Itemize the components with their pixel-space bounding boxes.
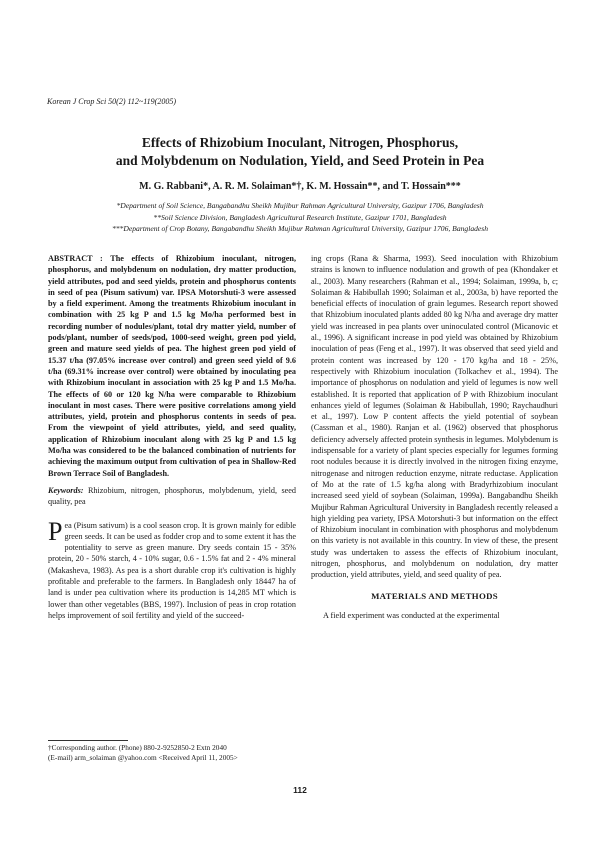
footnote-line-2: (E-mail) arm_solaiman @yahoo.com <Received April 11, 2005> (48, 753, 238, 762)
section-heading: MATERIALS AND METHODS (371, 590, 498, 601)
keywords-label: Keywords: (48, 485, 84, 495)
page-number: 112 (293, 785, 307, 795)
affiliation-3: ***Department of Crop Botany, Bangabandhu Sheikh Mujibur Rahman Agricultural University, Gazipur 1706, Bangladesh (111, 224, 489, 233)
intro-text-left: ea (Pisum sativum) is a cool season crop. It is grown mainly for edible green seeds. It can be used as fodder crop and to some extent it has the potentiality to serve as green manure. Dry seeds contain 15 - 35% protein, 20 - 50% starch, 4 - 10% sugar, 0.6 - 1.5% fat and 2 - 4% mineral (Makasheva, 1983). As pea is a short durable crop it's cultivation is highly profitable and preferable to the farmers. In Bangladesh only 18447 ha of land is under pea cultivation where its production is 14,285 MT which is lower than other vegetables (BBS, 1997). Inclusion of peas in crop rotation helps improvement of soil fertility and yield of the succeed- (48, 520, 296, 620)
footnote-line-1: †Corresponding author. (Phone) 880-2-9252850-2 Extn 2040 (48, 743, 227, 752)
paper-title (40, 134, 560, 170)
footnote (48, 743, 298, 763)
title-line-1: Effects of Rhizobium Inoculant, Nitrogen, Phosphorus, (141, 135, 459, 150)
keywords (48, 485, 296, 508)
drop-cap: P (48, 516, 63, 546)
affiliation-1: *Department of Soil Science, Bangabandhu Sheikh Mujibur Rahman Agricultural University, Gazipur 1706, Bangladesh (116, 201, 484, 210)
title-line-2: and Molybdenum on Nodulation, Yield, and Seed Protein in Pea (115, 153, 485, 168)
methods-text: A field experiment was conducted at the experimental (323, 610, 500, 620)
introduction-start (48, 516, 296, 622)
abstract: ABSTRACT : The effects of Rhizobium inoculant, nitrogen, phosphorus, and molybdenum on nodulation, dry matter production, yield attributes, pod and seed yields, protein and phosphorus contents in seed of pea (Pisum sativum) var. IPSA Motorshuti-3 were assessed by a field experiment. Among the treatments Rhizobium inoculant in combination with 25 kg P and 1.5 kg Mo/ha performed best in recording number of nodules/plant, total dry matter yield, number of pods/plant, number of seeds/pod, 1000-seed weight, green pod yield, green and mature seed yields of pea. The highest green pod yield of 15.37 t/ha (97.05% increase over control) and green seed yield of 9.6 t/ha (69.31% increase over control) were obtained by inoculating pea with Rhizobium inoculant in association with 25 kg P and 1.5 Mo/ha. The effects of 60 or 120 kg N/ha were comparable to Rhizobium inoculant in most cases. There were positive correlations among yield attributes, yield, protein and phosphorus contents in seeds of pea. From the viewpoint of yield attributes, yield, and seed quality, application of Rhizobium inoculant along with 25 kg P and 1.5 kg Mo/ha was considered to be the balanced combination of nutrients for achieving the maximum output from cultivation of pea in Shallow-Red Brown Terrace Soil of Bangladesh. (48, 254, 296, 478)
journal-reference: Korean J Crop Sci 50(2) 112~119(2005) (47, 97, 176, 106)
left-column (48, 253, 296, 621)
intro-text-right: ing crops (Rana & Sharma, 1993). Seed inoculation with Rhizobium strains is known to influence nodulation and growth of pea (Khondaker et al., 2003). Many researchers (Rahman et al., 1994; Solaiman, 1999a, b, c; Solaiman & Habibullah 1990; Solaiman et al., 2003a, b) have reported the beneficial effects of inoculation of grain legumes. Research report showed that Rhizobium inoculated plants added 80 kg N/ha and average dry matter yield was increased in pea plants over uninoculated control (Micanovic et al., 1996). A significant increase in pod yield was obtained by Rhizobium inoculation of peas (Feng et al., 1997). It was observed that seed yield and protein content was increased by 120 - 170 kg/ha and 18 - 25%, respectively with Rhizobium inoculation (Tolkachev et al., 1994). The importance of phosphorus on nodulation and yield of legumes is now well established. It is reported that application of P with Rhizobium inoculant enhances yield of legumes (Solaiman & Habibullah, 1990; Raychaudhuri et al., 1997). Low P content affects the yield potential of soybean (Cassman et al., 1980). Ranjan et al. (1962) observed that phosphorus deficiency adversely affected protein synthesis in legumes. Molybdenum is indispensable for a variety of plant species especially for legumes forming root nodules because it is directly involved in the nitrogen fixing enzyme, nitrogenase and nitrogen reduction enzyme, nitrate reductase. Application of Mo at the rate of 1.5 kg/ha along with Bradyrhizobium inoculant increased seed yield of soybean (Solaiman, 1999a). Bangabandhu Sheikh Mujibur Rahman Agricultural University in Bangladesh recently released a high yielding pea variety, IPSA Motorshuti-3 but information on the effect of Rhizobium inoculant in combination with phosphorus and molybdenum on this variety is not available in this country. In view of these, the present study was undertaken to assess the effects of Rhizobium inoculant, nitrogen, phosphorus, and molybdenum on nodulation, dry matter production, yield attributes, yield, and seed quality of pea. (311, 254, 558, 580)
keywords-list: Rhizobium, nitrogen, phosphorus, molybdenum, yield, seed quality, pea (48, 485, 296, 507)
author-list: M. G. Rabbani*, A. R. M. Solaiman*†, K. M. Hossain**, and T. Hossain*** (139, 181, 461, 192)
footnote-divider (48, 740, 128, 741)
right-column (311, 253, 558, 621)
affiliation-2: **Soil Science Division, Bangladesh Agricultural Research Institute, Gazipur 1701, Bangladesh (153, 212, 447, 222)
affiliations (40, 200, 560, 235)
